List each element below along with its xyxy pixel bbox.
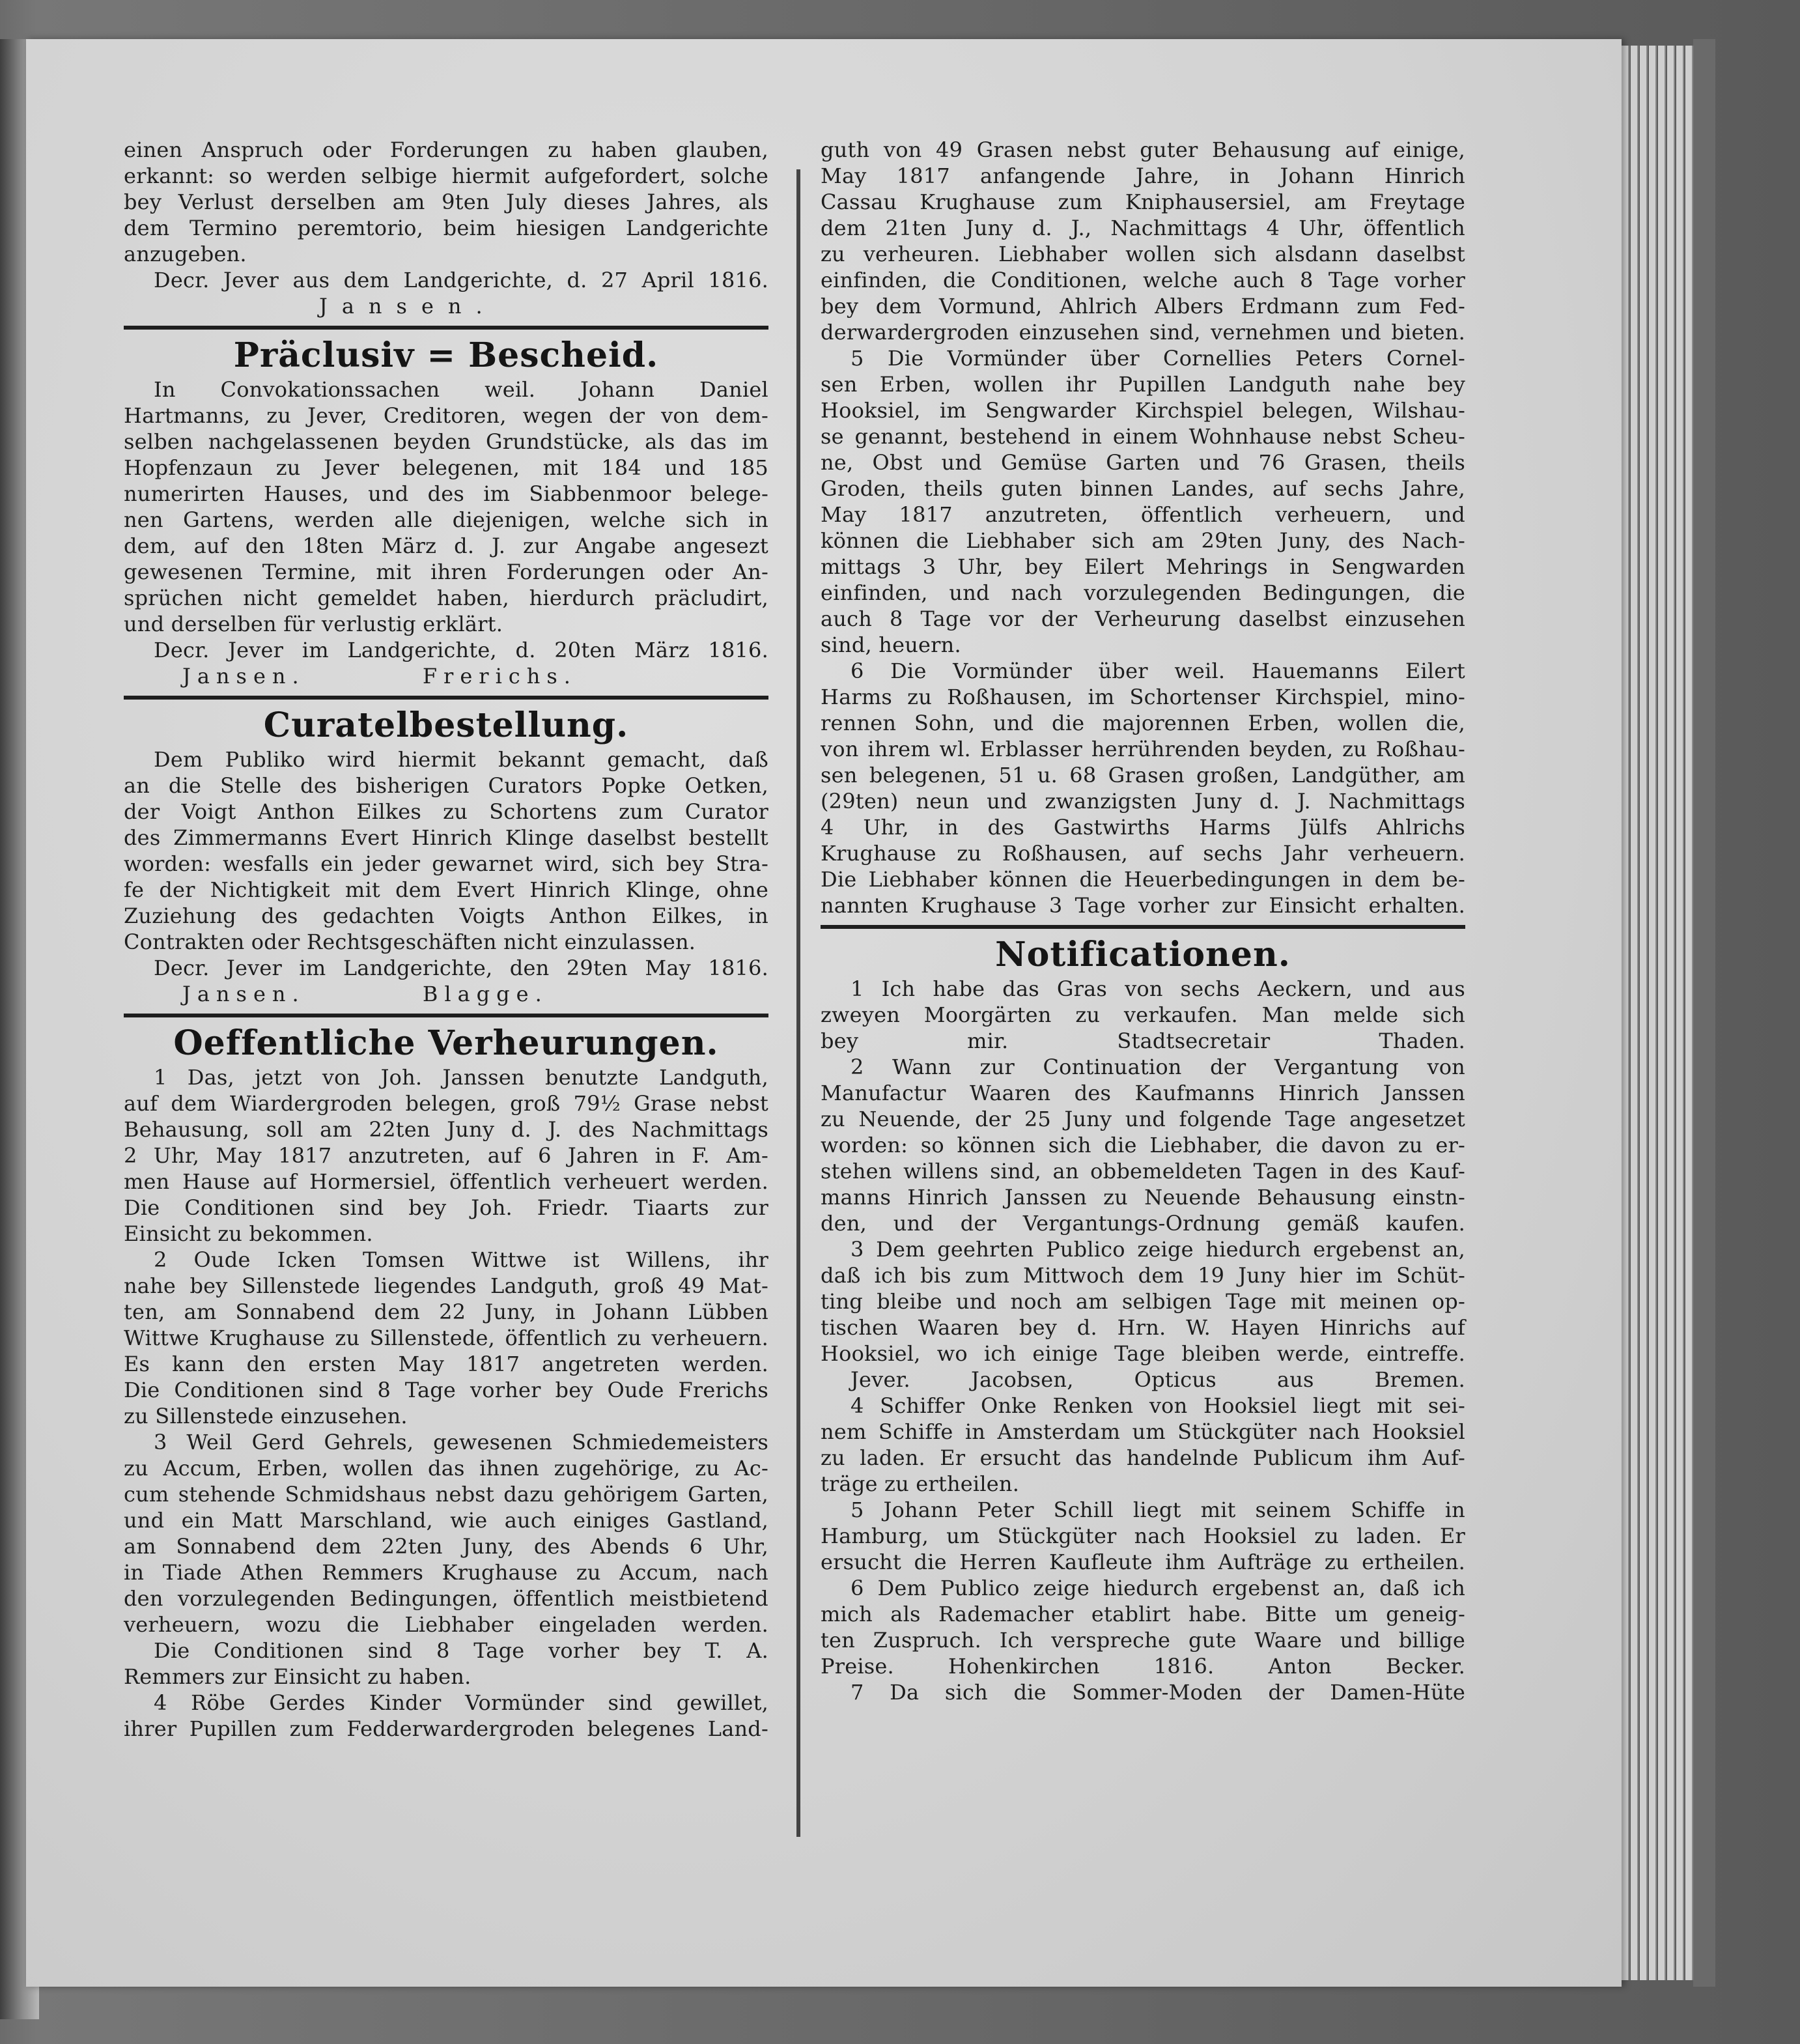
- text-line: Remmers zur Einsicht zu haben.: [124, 1664, 471, 1689]
- section-verheurungen: [124, 1023, 768, 1742]
- text-line: Contrakten oder Rechtsgeschäften nicht einzulassen.: [124, 930, 696, 954]
- text-line: Manufactur Waaren des Kaufmanns Hinrich Janssen: [821, 1081, 1465, 1105]
- text-line: May 1817 anzutreten, öffentlich verheuern, und: [821, 502, 1465, 527]
- text-line: verheuern, wozu die Liebhaber eingeladen werden.: [124, 1612, 768, 1637]
- text-line: manns Hinrich Janssen zu Neuende Behausung einstn-: [821, 1185, 1465, 1210]
- text-line: Die Conditionen sind 8 Tage vorher bey T. A.: [154, 1638, 768, 1663]
- text-line: ten Zuspruch. Ich verspreche gute Waare und billige: [821, 1628, 1465, 1653]
- text-line: träge zu ertheilen.: [821, 1471, 1020, 1496]
- text-line: sen Erben, wollen ihr Pupillen Landguth nahe bey: [821, 372, 1465, 397]
- text-line: selben nachgelassenen beyden Grundstücke, als das im: [124, 429, 768, 454]
- text-line: sind, heuern.: [821, 632, 961, 657]
- text-line: bey mir. Stadtsecretair Thaden.: [821, 1029, 1465, 1053]
- section-rule: [124, 1014, 768, 1017]
- text-line: können die Liebhaber sich am 29ten Juny, des Nach-: [821, 528, 1465, 553]
- text-line: mittags 3 Uhr, bey Eilert Mehrings in Sengwarden: [821, 554, 1465, 579]
- text-line: bey Verlust derselben am 9ten July dieses Jahres, als: [124, 190, 768, 214]
- text-line: 2 Oude Icken Tomsen Wittwe ist Willens, ihr: [154, 1247, 768, 1272]
- text-line: einfinden, die Conditionen, welche auch 8 Tage vorher: [821, 268, 1465, 292]
- text-line: zu Accum, Erben, wollen das ihnen zugehörige, zu Ac-: [124, 1456, 768, 1481]
- section-curatel: [124, 705, 768, 1007]
- text-line: zweyen Moorgärten zu verkaufen. Man melde sich: [821, 1002, 1465, 1027]
- text-line: mich als Rademacher etablirt habe. Bitte um geneig-: [821, 1602, 1465, 1626]
- text-line: sprüchen nicht gemeldet haben, hierdurch präcludirt,: [124, 586, 768, 610]
- text-line: Es kann den ersten May 1817 angetreten werden.: [124, 1352, 768, 1376]
- text-line: guth von 49 Grasen nebst guter Behausung auf einige,: [821, 137, 1465, 162]
- text-line: se genannt, bestehend in einem Wohnhause nebst Scheu-: [821, 424, 1465, 449]
- text-line: Hooksiel, im Sengwarder Kirchspiel belegen, Wilshau-: [821, 398, 1465, 423]
- text-line: Die Conditionen sind 8 Tage vorher bey Oude Frerichs: [124, 1378, 768, 1402]
- continuation-notices: [821, 137, 1465, 918]
- text-line: 4 Uhr, in des Gastwirths Harms Jülfs Ahlrichs: [821, 815, 1465, 840]
- text-line: einen Anspruch oder Forderungen zu haben glauben,: [124, 137, 768, 162]
- text-line: 3 Weil Gerd Gehrels, gewesenen Schmiedemeisters: [154, 1430, 768, 1455]
- text-line: cum stehende Schmidshaus nebst dazu gehörigem Garten,: [124, 1482, 768, 1507]
- text-line: ting bleibe und noch am selbigen Tage mit meinen op-: [821, 1289, 1465, 1314]
- signature: Jever. Jacobsen, Opticus aus Bremen.: [851, 1367, 1465, 1392]
- text-line: der Voigt Anthon Eilkes zu Schortens zum Curator: [124, 799, 768, 824]
- text-line: den, und der Vergantungs-Ordnung gemäß kaufen.: [821, 1211, 1465, 1236]
- text-line: tischen Waaren bey d. Hrn. W. Hayen Hinrichs auf: [821, 1315, 1465, 1340]
- text-line: May 1817 anfangende Jahre, in Johann Hinrich: [821, 163, 1465, 188]
- text-line: stehen willens sind, an obbemeldeten Tagen in des Kauf-: [821, 1159, 1465, 1184]
- text-line: daß ich bis zum Mittwoch dem 19 Juny hier im Schüt-: [821, 1263, 1465, 1288]
- text-line: erkannt: so werden selbige hiermit aufgefordert, solche: [124, 163, 768, 188]
- text-line: 3 Dem geehrten Publico zeige hiedurch ergebenst an,: [851, 1237, 1465, 1262]
- text-line: Wittwe Krughause zu Sillenstede, öffentlich zu verheuern.: [124, 1326, 768, 1350]
- text-line: 5 Die Vormünder über Cornellies Peters Cornel-: [851, 346, 1465, 371]
- text-line: men Hause auf Hormersiel, öffentlich verheuert werden.: [124, 1169, 768, 1194]
- section-heading: Präclusiv = Bescheid.: [233, 335, 659, 375]
- section-rule: [821, 925, 1465, 929]
- text-line: 2 Uhr, May 1817 anzutreten, auf 6 Jahren in F. Am-: [124, 1143, 768, 1168]
- text-line: dem, auf den 18ten März d. J. zur Angabe angesezt: [124, 533, 768, 558]
- text-line: zu Neuende, der 25 Juny und folgende Tage angesetzet: [821, 1107, 1465, 1131]
- section-praeclusiv: [124, 335, 768, 689]
- text-line: derwardergroden einzusehen sind, vernehmen und bieten.: [821, 320, 1465, 345]
- signature: Jansen. Frerichs.: [182, 664, 577, 688]
- text-line: rennen Sohn, und die majorennen Erben, wollen die,: [821, 711, 1465, 735]
- text-line: Krughause zu Roßhausen, auf sechs Jahr verheuern.: [821, 841, 1465, 866]
- right-column: [821, 137, 1465, 1705]
- text-line: dem 21ten Juny d. J., Nachmittags 4 Uhr, öffentlich: [821, 216, 1465, 240]
- text-line: 6 Die Vormünder über weil. Hauemanns Eilert: [851, 659, 1465, 683]
- text-line: auch 8 Tage vor der Verheurung daselbst einzusehen: [821, 606, 1465, 631]
- text-line: Hartmanns, zu Jever, Creditoren, wegen der von dem-: [124, 403, 768, 428]
- text-line: anzugeben.: [124, 242, 247, 266]
- text-line: 6 Dem Publico zeige hiedurch ergebenst an, daß ich: [851, 1576, 1465, 1600]
- decree-line: Decr. Jever aus dem Landgerichte, d. 27 April 1816.: [154, 268, 768, 292]
- text-line: Die Conditionen sind bey Joh. Friedr. Tiaarts zur: [124, 1195, 768, 1220]
- text-line: Cassau Krughause zum Kniphausersiel, am Freytage: [821, 190, 1465, 214]
- text-line: am Sonnabend dem 22ten Juny, des Abends 6 Uhr,: [124, 1534, 768, 1559]
- text-line: Groden, theils guten binnen Landes, auf sechs Jahre,: [821, 476, 1465, 501]
- text-line: in Tiade Athen Remmers Krughause zu Accum, nach: [124, 1560, 768, 1585]
- text-line: ne, Obst und Gemüse Garten und 76 Grasen, theils: [821, 450, 1465, 475]
- text-line: 4 Schiffer Onke Renken von Hooksiel liegt mit sei-: [851, 1393, 1465, 1418]
- intro-notice: [124, 137, 768, 319]
- text-line: einfinden, und nach vorzulegenden Bedingungen, die: [821, 580, 1465, 605]
- text-line: numerirten Hauses, und des im Siabbenmoor belege-: [124, 481, 768, 506]
- text-line: nannten Krughause 3 Tage vorher zur Einsicht erhalten.: [821, 893, 1465, 918]
- text-line: Zuziehung des gedachten Voigts Anthon Eilkes, in: [124, 903, 768, 928]
- section-heading: Notificationen.: [995, 935, 1291, 974]
- section-notifications: [821, 934, 1465, 1705]
- column-divider: [796, 169, 800, 1837]
- text-line: an die Stelle des bisherigen Curators Popke Oetken,: [124, 773, 768, 798]
- text-line: Harms zu Roßhausen, im Schortenser Kirchspiel, mino-: [821, 685, 1465, 709]
- text-line: Einsicht zu bekommen.: [124, 1221, 373, 1246]
- section-heading: Curatelbestellung.: [263, 705, 629, 745]
- signature: Jansen. Blagge.: [182, 982, 548, 1006]
- text-line: gewesenen Termine, mit ihren Forderungen oder An-: [124, 560, 768, 584]
- decree-line: Decr. Jever im Landgerichte, d. 20ten März 1816.: [154, 638, 768, 662]
- text-line: nahe bey Sillenstede liegendes Landguth, groß 49 Mat-: [124, 1273, 768, 1298]
- text-line: ersucht die Herren Kaufleute ihm Aufträge zu ertheilen.: [821, 1550, 1465, 1574]
- signature: Jansen.: [319, 294, 497, 319]
- text-line: Preise. Hohenkirchen 1816. Anton Becker.: [821, 1654, 1465, 1679]
- text-line: Hamburg, um Stückgüter nach Hooksiel zu laden. Er: [821, 1524, 1465, 1548]
- text-line: In Convokationssachen weil. Johann Daniel: [154, 377, 768, 402]
- text-line: worden: so können sich die Liebhaber, die davon zu er-: [821, 1133, 1465, 1157]
- text-line: fe der Nichtigkeit mit dem Evert Hinrich Klinge, ohne: [124, 877, 768, 902]
- text-line: des Zimmermanns Evert Hinrich Klinge daselbst bestellt: [124, 825, 768, 850]
- text-line: den vorzulegenden Bedingungen, öffentlich meistbietend: [124, 1586, 768, 1611]
- text-line: nem Schiffe in Amsterdam um Stückgüter nach Hooksiel: [821, 1419, 1465, 1444]
- text-line: zu verheuren. Liebhaber wollen sich alsdann daselbst: [821, 242, 1465, 266]
- text-line: und ein Matt Marschland, wie auch einiges Gastland,: [124, 1508, 768, 1533]
- section-rule: [124, 696, 768, 700]
- text-line: worden: wesfalls ein jeder gewarnet wird, sich bey Stra-: [124, 851, 768, 876]
- section-rule: [124, 326, 768, 330]
- text-line: ihrer Pupillen zum Fedderwardergroden belegenes Land-: [124, 1716, 768, 1741]
- decree-line: Decr. Jever im Landgerichte, den 29ten May 1816.: [154, 956, 768, 980]
- text-line: Hopfenzaun zu Jever belegenen, mit 184 und 185: [124, 455, 768, 480]
- text-line: 7 Da sich die Sommer-Moden der Damen-Hüte: [851, 1680, 1465, 1705]
- text-line: und derselben für verlustig erklärt.: [124, 612, 503, 636]
- text-line: Die Liebhaber können die Heuerbedingungen in dem be-: [821, 867, 1465, 892]
- left-column: [124, 137, 768, 1742]
- text-line: bey dem Vormund, Ahlrich Albers Erdmann zum Fed-: [821, 294, 1465, 319]
- text-line: 1 Das, jetzt von Joh. Janssen benutzte Landguth,: [154, 1065, 768, 1090]
- text-line: 5 Johann Peter Schill liegt mit seinem Schiffe in: [851, 1498, 1465, 1522]
- text-line: 4 Röbe Gerdes Kinder Vormünder sind gewillet,: [154, 1690, 768, 1715]
- text-line: sen belegenen, 51 u. 68 Grasen großen, Landgüther, am: [821, 763, 1465, 788]
- text-line: nen Gartens, werden alle diejenigen, welche sich in: [124, 507, 768, 532]
- text-line: auf dem Wiardergroden belegen, groß 79½ Grase nebst: [124, 1091, 768, 1116]
- section-heading: Oeffentliche Verheurungen.: [173, 1023, 719, 1063]
- text-line: von ihrem wl. Erblasser herrührenden beyden, zu Roßhau-: [821, 737, 1465, 761]
- text-line: Hooksiel, wo ich einige Tage bleiben werde, eintreffe.: [821, 1341, 1465, 1366]
- text-line: zu Sillenstede einzusehen.: [124, 1404, 408, 1428]
- text-line: Dem Publiko wird hiermit bekannt gemacht, daß: [154, 747, 768, 772]
- text-line: ten, am Sonnabend dem 22 Juny, in Johann Lübben: [124, 1299, 768, 1324]
- newspaper-page: [26, 39, 1622, 1987]
- text-line: dem Termino peremtorio, beim hiesigen Landgerichte: [124, 216, 768, 240]
- text-line: Behausung, soll am 22ten Juny d. J. des Nachmittags: [124, 1117, 768, 1142]
- text-line: zu laden. Er ersucht das handelnde Publicum ihm Auf-: [821, 1445, 1465, 1470]
- text-line: 2 Wann zur Continuation der Vergantung von: [851, 1055, 1465, 1079]
- text-line: (29ten) neun und zwanzigsten Juny d. J. Nachmittags: [821, 789, 1465, 814]
- page-stack-edge: [1622, 46, 1713, 1980]
- text-line: 1 Ich habe das Gras von sechs Aeckern, und aus: [851, 976, 1465, 1001]
